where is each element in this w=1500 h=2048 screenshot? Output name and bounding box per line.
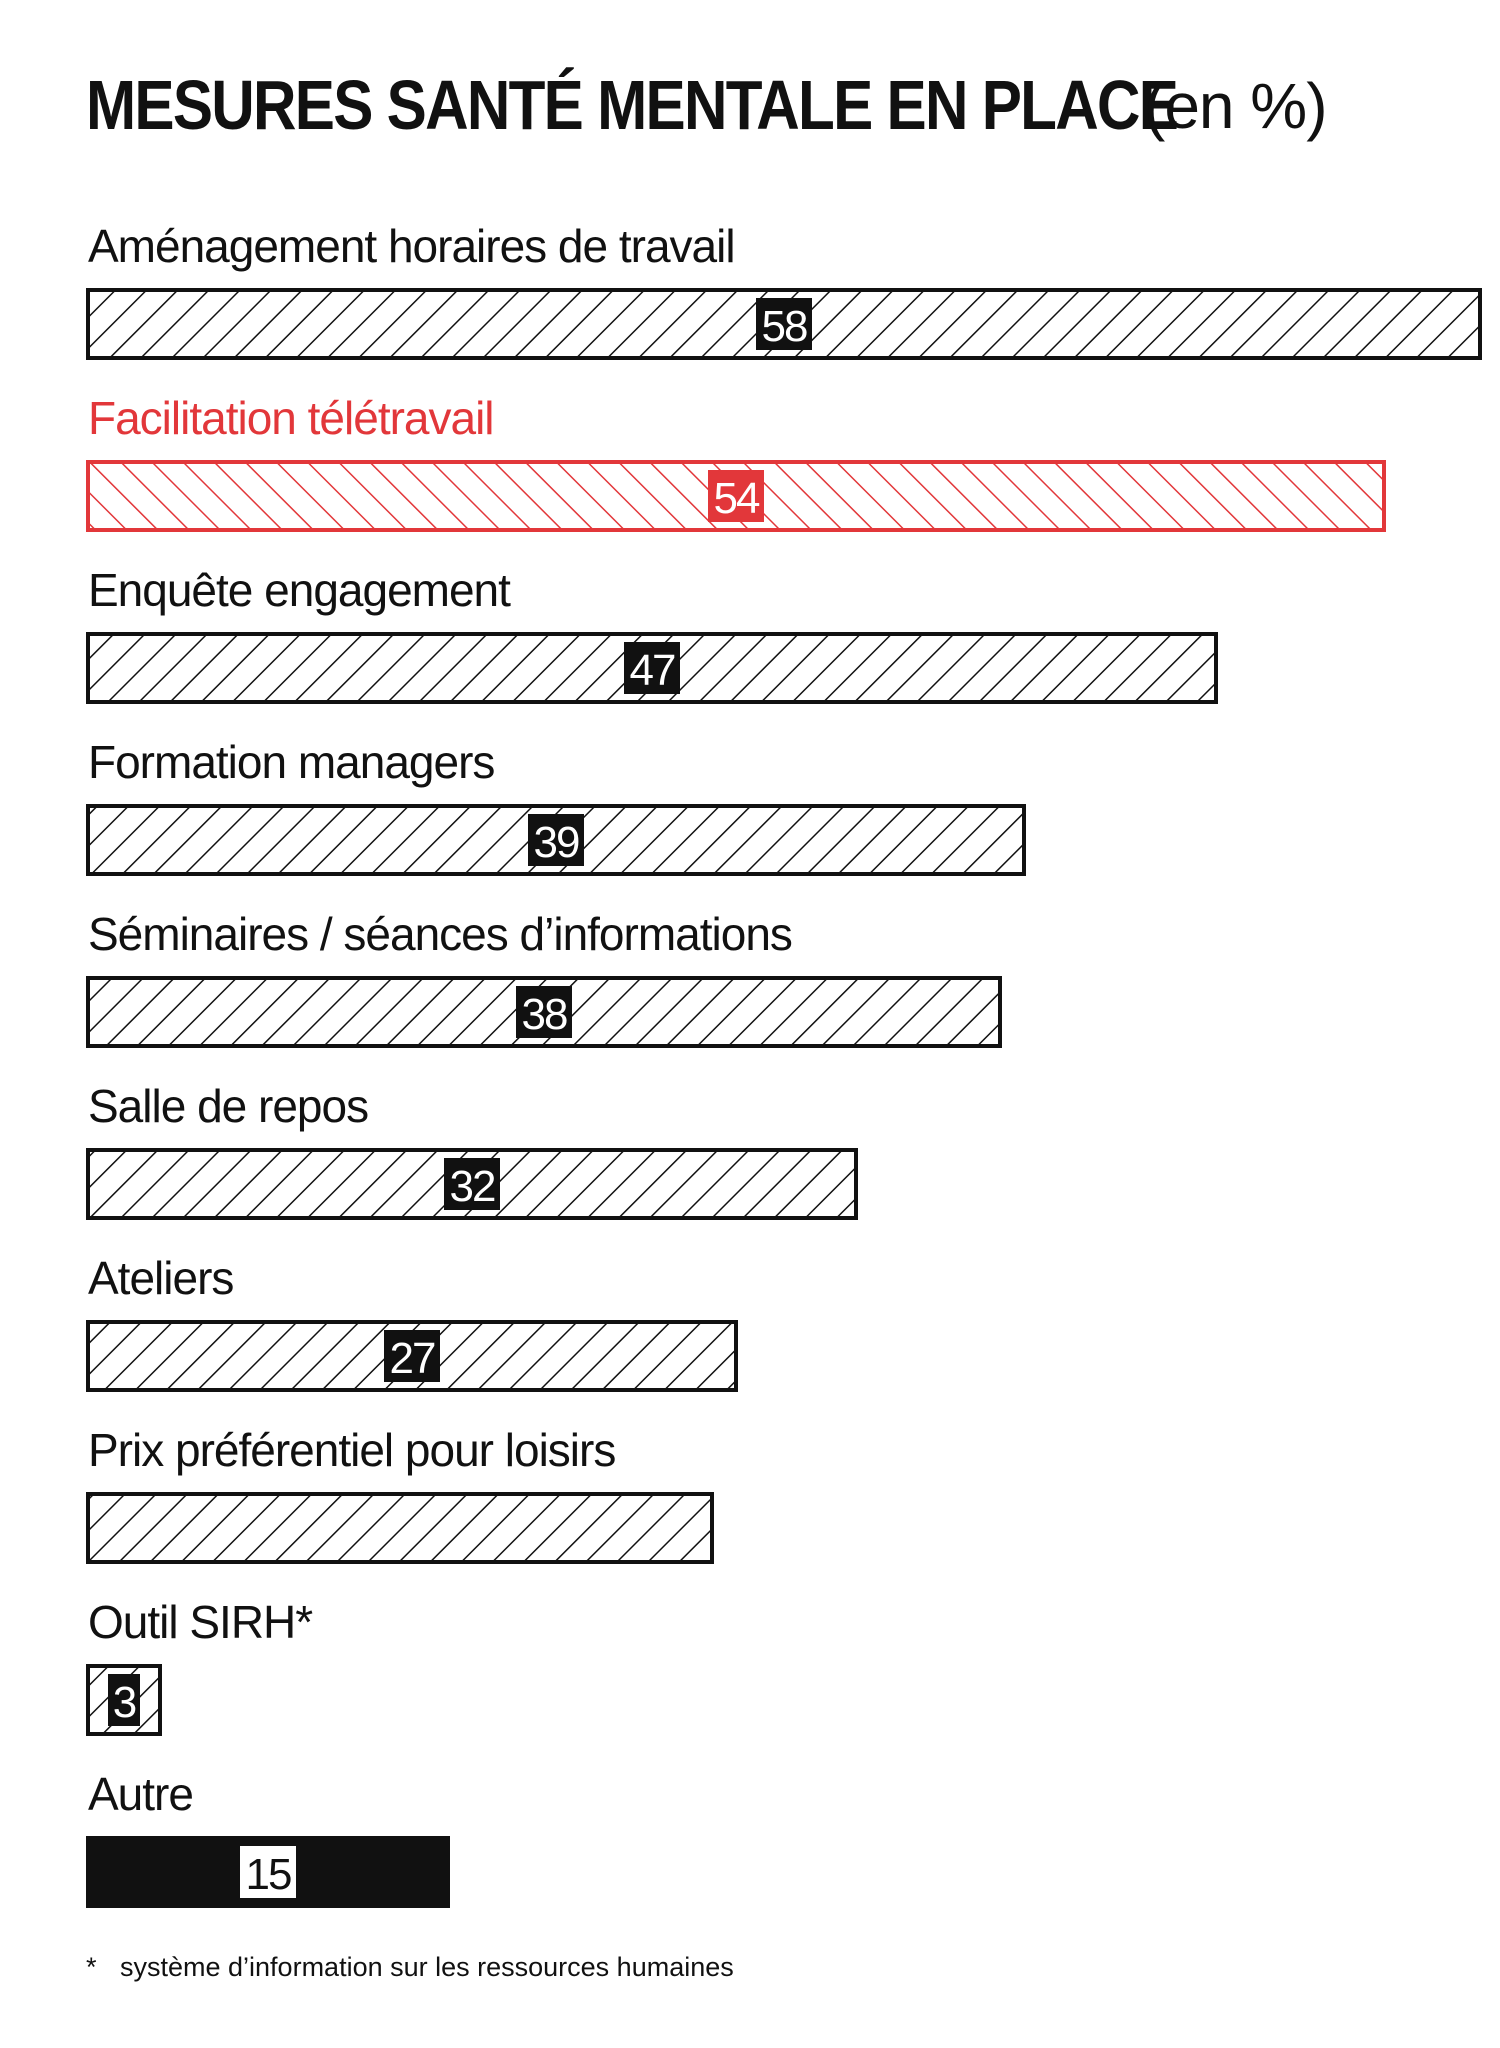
bar-row [88,1596,313,1734]
bar-row [88,220,1480,358]
category-label: Ateliers [88,1252,234,1304]
bar-row [88,1080,856,1218]
footnote [86,1952,734,1983]
category-label: Prix préférentiel pour loisirs [88,1424,616,1476]
value-label: 32 [449,1162,495,1211]
category-label: Autre [88,1768,193,1820]
category-label: Enquête engagement [88,564,510,616]
footnote-marker: * [86,1952,97,1982]
value-label: 39 [533,818,579,867]
category-label: Facilitation télétravail [88,392,494,444]
value-label: 38 [521,990,567,1039]
chart-title-main: MESURES SANTÉ MENTALE EN PLACE [86,66,1178,144]
chart-title-unit: (en %) [1144,70,1327,142]
bar-row [88,1424,712,1562]
category-label: Aménagement horaires de travail [88,220,735,272]
bar-row [88,564,1216,702]
bar-row [88,392,1384,530]
category-label: Formation managers [88,736,495,788]
value-label: 3 [112,1678,136,1727]
category-label: Outil SIRH* [88,1596,313,1648]
value-label: 15 [245,1850,291,1899]
value-label: 58 [761,302,807,351]
value-label: 27 [389,1334,435,1383]
bar-row [88,736,1024,874]
bars-layer [88,220,1480,1906]
value-label: 54 [713,474,759,523]
category-label: Séminaires / séances d’informations [88,908,792,960]
bar-row [88,1768,448,1906]
category-label: Salle de repos [88,1080,369,1132]
bar-row [88,1252,736,1390]
bar-row [88,908,1000,1046]
bar [88,1494,712,1562]
value-label: 47 [629,646,675,695]
footnote-text: système d’information sur les ressources humaines [120,1952,734,1982]
